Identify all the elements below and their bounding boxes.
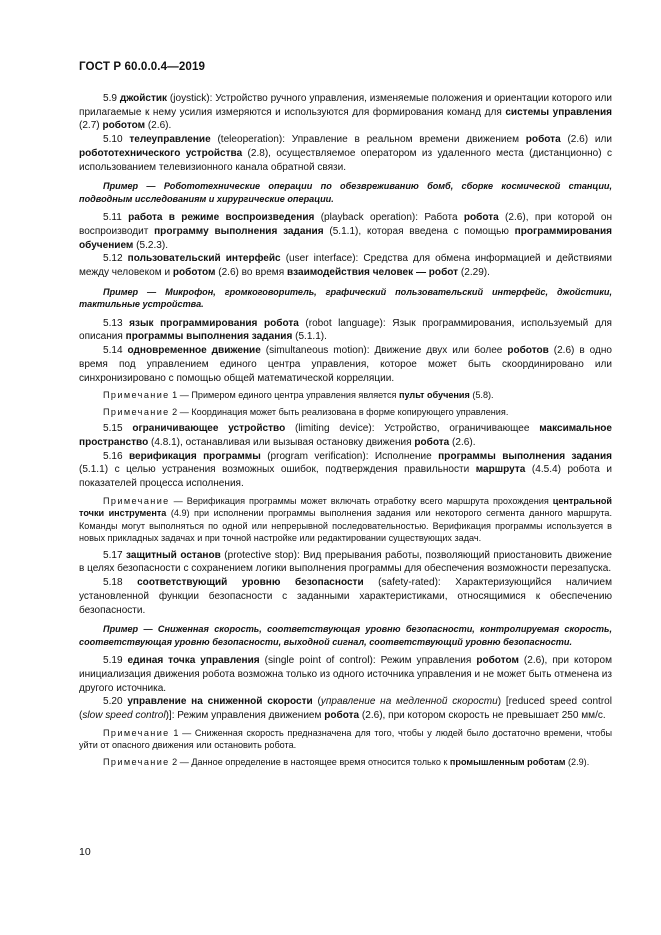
bold-term: ограничивающее устройство (132, 423, 286, 435)
text-run: 5.19 (103, 655, 128, 667)
example-paragraph (79, 180, 612, 205)
text-run: (2.6) в одно время под управлением единого центра управления, которое может быть скоординировано или синхронизировано с помощью общей математической корреляции. (79, 345, 612, 384)
text-run: (2.29). (458, 267, 490, 279)
term-definition (79, 422, 612, 449)
text-run: (safety-rated): Характеризующийся наличием установленной функции безопасности с заданными характеристиками, относящимися к обеспечению безопасности. (79, 577, 612, 616)
bold-term: единая точка управления (127, 655, 260, 667)
text-run: 5.11 (103, 212, 129, 224)
text-run: 5.13 (103, 317, 130, 329)
bold-term: работа в режиме воспроизведения (128, 212, 315, 224)
note-paragraph (79, 389, 612, 402)
bold-term: управление на сниженной скорости (127, 696, 313, 708)
bold-term: робота (463, 212, 499, 224)
term-definition (79, 450, 612, 491)
text-run: (playback operation): Работа (314, 212, 464, 224)
text-run: (2.6) или (560, 134, 612, 146)
bold-term: роботов (507, 345, 549, 357)
text-run: ( (312, 696, 321, 708)
text-run: (4.9) при исполнении программы выполнения задания или некоторого сегмента данного маршрута. Команды могут выполняться по одной или непрерывной последовательностью. Верификация программы используется в новых прикладных задачах и при точной настройке или редактировании существующих задач. (79, 508, 612, 544)
bold-term: робота (414, 436, 450, 448)
term-definition (79, 317, 612, 344)
text-run: (2.6), при котором скорость не превышает 250 мм/с. (359, 710, 606, 722)
note-paragraph (79, 727, 612, 752)
bold-term: защитный останов (126, 549, 221, 561)
text-run: (limiting device): Устройство, ограничивающее (285, 423, 540, 435)
text-run: (teleoperation): Управление в реальном времени движением (210, 134, 526, 146)
text-run: (5.8). (469, 390, 494, 401)
bold-term: джойстик (119, 93, 168, 104)
term-definition (79, 92, 612, 133)
text-run: (2.6) во время (215, 267, 287, 279)
italic-text: slow speed control (82, 710, 166, 722)
note-paragraph (79, 756, 612, 769)
bold-term: программы выполнения задания (125, 331, 293, 343)
note-label: Примечание (103, 495, 170, 506)
bold-term: роботом (476, 655, 519, 667)
text-run: (2.6), при которой он воспроизводит (79, 212, 612, 237)
text-run: ) [reduced speed control ( (79, 696, 613, 722)
text-run: 5.15 (103, 423, 133, 435)
text-run: (2.6). (145, 120, 172, 132)
text-run: 5.18 (103, 577, 138, 589)
text-run: )]: Режим управления движением (165, 710, 325, 722)
bold-term: соответствующий уровню безопасности (137, 577, 364, 589)
example-paragraph (79, 623, 612, 648)
bold-term: робота (525, 134, 561, 146)
text-run: 5.17 (103, 549, 127, 561)
bold-term: верификация программы (128, 450, 261, 462)
text-run: 2 — Координация может быть реализована в форме копирующего управления. (169, 406, 509, 417)
page-number: 10 (79, 846, 91, 858)
text-run: (protective stop): Вид прерывания работы, позволяющий приостановить движение в целях безопасности с сохранением логики выполнения программы для обеспечения возможности перезапуска. (79, 549, 612, 575)
bold-term: пульт обучения (398, 390, 470, 401)
text-run: (5.1.1). (292, 331, 327, 343)
text-run: (single point of control): Режим управления (259, 655, 477, 667)
bold-term: телеуправление (129, 134, 211, 146)
term-definition (79, 133, 612, 174)
text-run: (robot language): Язык программирования, используемый для описания (79, 317, 612, 343)
bold-term: программирования обучением (79, 225, 612, 251)
bold-term: язык программирования робота (129, 317, 299, 329)
text-run: 5.20 (103, 696, 128, 708)
term-definition (79, 695, 612, 722)
text-run: (2.6). (449, 436, 476, 448)
text-run: (4.8.1), останавливая или вызывая остановку движения (148, 436, 415, 448)
bold-term: одновременное движение (127, 345, 261, 357)
text-run: 1 — Примером единого центра управления является (169, 390, 399, 401)
note-label: Примечание (103, 390, 170, 401)
bold-term: робототехнического устройства (79, 147, 243, 159)
text-run: (2.7) (79, 120, 103, 132)
text-run: 5.12 (103, 253, 128, 265)
term-definition (79, 344, 612, 385)
text-run: 5.10 (103, 134, 130, 146)
text-run: (simultaneous motion): Движение двух или более (260, 345, 508, 357)
italic-text: управление на медленной скорости (320, 696, 498, 708)
text-run: 1 — Сниженная скорость предназначена для того, чтобы у людей было достаточно времени, чтобы уйти от опасного движения или остановить робота. (79, 727, 612, 751)
text-run: (program verification): Исполнение (260, 450, 439, 462)
text-run: 2 — Данное определение в настоящее время относится только к (169, 756, 450, 767)
text-run: (5.1.1) с целью устранения возможных ошибок, подтверждения правильности (79, 464, 476, 476)
text-run: (user interface): Средства для обмена информацией и действиями между человеком и (79, 253, 612, 279)
bold-term: роботом (102, 120, 146, 132)
text-run: 5.16 (103, 450, 129, 462)
document-body (79, 92, 612, 772)
text-run: 5.9 (103, 93, 120, 104)
text-run: — Верификация программы может включать отработку всего маршрута прохождения (169, 495, 553, 506)
term-definition (79, 576, 612, 617)
bold-term: программу выполнения задания (154, 225, 324, 237)
term-definition (79, 211, 612, 252)
text-run: (2.9). (565, 756, 590, 767)
bold-term: маршрута (475, 464, 526, 476)
bold-term: центральной точки инструмента (79, 495, 612, 519)
text-run: Пример — Робототехнические операции по обезвреживанию бомб, сборке космической станции, подводным исследованиям и хирургические операции. (79, 181, 612, 204)
bold-term: пользовательский интерфейс (127, 253, 281, 265)
text-run: (4.5.4) робота и показателей процесса исполнения. (79, 464, 612, 490)
bold-term: взаимодействия человек — робот (286, 267, 459, 279)
text-run: Пример — Сниженная скорость, соответствующая уровню безопасности, контролируемая скорость, соответствующая уровню безопасности, выходной сигнал, соответствующий уровню безопасности. (79, 624, 612, 647)
text-run: (2.8), осуществляемое оператором из удаленного места (дистанционно) с использованием телевизионного канала обратной связи. (79, 147, 612, 173)
note-paragraph (79, 495, 612, 545)
bold-term: программы выполнения задания (438, 450, 612, 462)
text-run: (2.6), при котором инициализация движения робота возможна только из одного источника управления и не может быть отменена из другого источника. (79, 655, 612, 694)
note-label: Примечание (103, 756, 170, 767)
note-paragraph (79, 406, 612, 419)
term-definition (79, 549, 612, 576)
text-run: (joystick): Устройство ручного управления, изменяемые положения и ориентации которого или прилагаемые к нему усилия измеряются и используются для формирования команд для (79, 93, 612, 118)
text-run: (5.1.1), которая введена с помощью (323, 225, 515, 237)
text-run: Пример — Микрофон, громкоговоритель, графический пользовательский интерфейс, джойстики, тактильные устройства. (79, 286, 612, 310)
text-run: (5.2.3). (133, 239, 168, 251)
text-run: 5.14 (103, 345, 128, 357)
bold-term: робота (324, 710, 360, 722)
note-label: Примечание (103, 406, 170, 417)
example-paragraph (79, 286, 612, 311)
term-definition (79, 654, 612, 695)
bold-term: промышленным роботам (449, 756, 566, 767)
term-definition (79, 252, 612, 279)
bold-term: роботом (172, 267, 216, 279)
note-label: Примечание (103, 727, 170, 738)
bold-term: системы управления (505, 106, 612, 118)
document-header: ГОСТ Р 60.0.0.4—2019 (79, 60, 206, 73)
bold-term: максимальное пространство (79, 423, 612, 448)
